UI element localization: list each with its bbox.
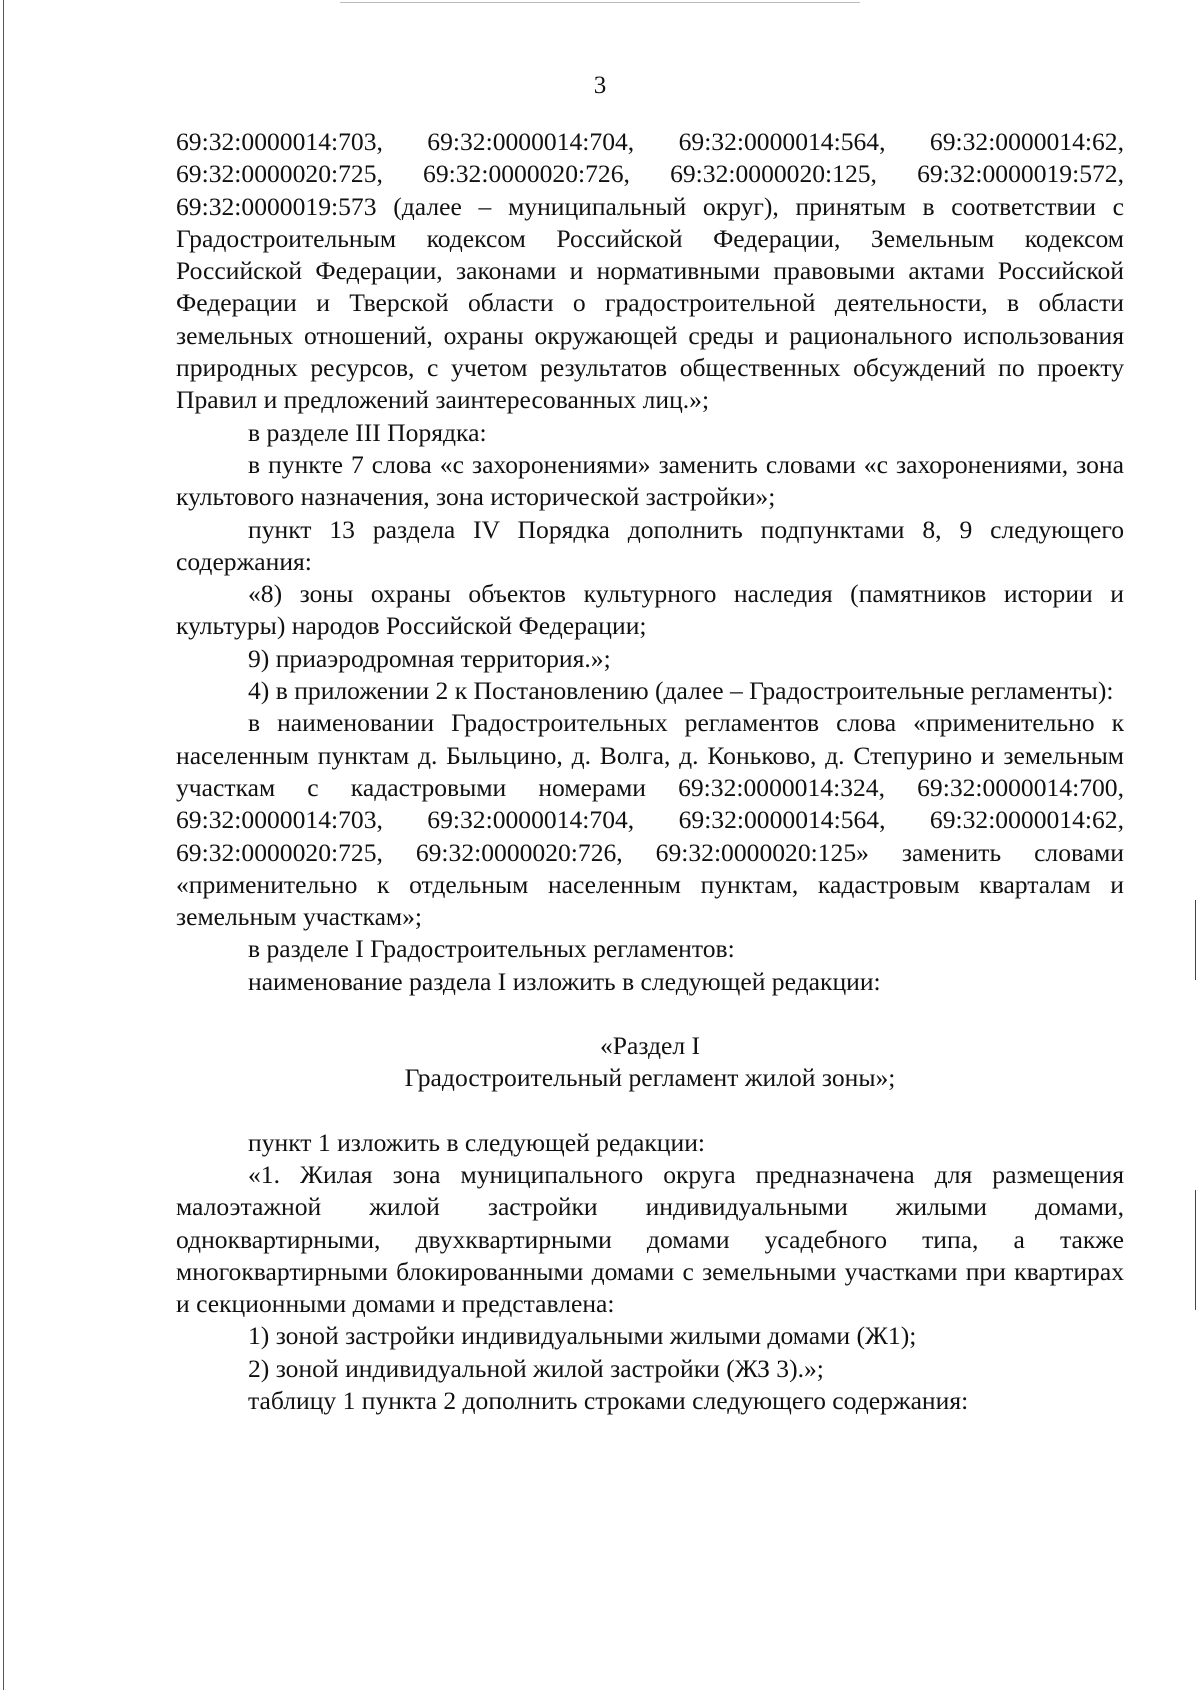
section-heading-line1: «Раздел I: [599, 1031, 701, 1061]
section-heading-line2: Градостроительный регламент жилой зоны»;: [404, 1063, 896, 1093]
paragraph-item-13: пункт 13 раздела IV Порядка дополнить подпунктами 8, 9 следующего содержания:: [176, 514, 1124, 576]
paragraph-table-1: таблицу 1 пункта 2 дополнить строками следующего содержания:: [248, 1385, 969, 1415]
paragraph-zone-zhz3: 2) зоной индивидуальной жилой застройки (ЖЗ 3).»;: [248, 1353, 824, 1383]
page-number: 3: [593, 72, 607, 99]
paragraph-regulations-title: в наименовании Градостроительных регламентов слова «применительно к населенным пунктам д. Быльцино, д. Волга, д. Коньково, д. Степурино и земельным участкам с кадастровыми номерами 69:32:0000014:324, 69:32:0000014:700, 69:32:0000014:703, 69:32:0000014:704, 69:32:0000014:564, 69:32:0000014:62, 69:32:0000020:725, 69:32:0000020:726, 69:32:0000020:125» заменить словами «применительно к отдельным населенным пунктам, кадастровым кварталам и земельным участкам»;: [176, 708, 1124, 932]
paragraph-residential-zone: «1. Жилая зона муниципального округа предназначена для размещения малоэтажной жилой застройки индивидуальными жилыми домами, одноквартирными, двухквартирными домами усадебного типа, а также многоквартирными блокированными домами с земельными участками при квартирах и секционными домами и представлена:: [176, 1159, 1124, 1319]
paragraph-continuation: 69:32:0000014:703, 69:32:0000014:704, 69:32:0000014:564, 69:32:0000014:62, 69:32:0000020:725, 69:32:0000020:726, 69:32:0000020:125, 69:32:0000019:572, 69:32:0000019:573 (далее – муниципальный округ), принятым в соответствии с Градостроительным кодексом Российской Федерации, Земельным кодексом Российской Федерации, законами и нормативными правовыми актами Российской Федерации и Тверской области о градостроительной деятельности, в области земельных отношений, охраны окружающей среды и рационального использования природных ресурсов, с учетом результатов общественных обсуждений по проекту Правил и предложений заинтересованных лиц.»;: [176, 127, 1124, 415]
paragraph-section-i: в разделе I Градостроительных регламентов:: [248, 934, 735, 964]
paragraph-item-7: в пункте 7 слова «с захоронениями» заменить словами «с захоронениями, зона культового назначения, зона исторической застройки»;: [176, 449, 1124, 512]
document-body: [176, 126, 1124, 1417]
paragraph-subitem-8: «8) зоны охраны объектов культурного наследия (памятников истории и культуры) народов Российской Федерации;: [176, 579, 1124, 641]
paragraph-section-i-title: наименование раздела I изложить в следующей редакции:: [248, 966, 881, 996]
paragraph-appendix-2: 4) в приложении 2 к Постановлению (далее – Градостроительные регламенты):: [248, 676, 1114, 706]
scan-edge-right-lower: [1195, 1190, 1196, 1310]
paragraph-subitem-9: 9) приаэродромная территория.»;: [248, 643, 611, 673]
spacer: [176, 998, 1124, 1030]
scan-edge-left: [3, 0, 4, 1690]
scan-edge-top: [340, 2, 860, 3]
paragraph-item-1: пункт 1 изложить в следующей редакции:: [248, 1127, 706, 1157]
paragraph-section-iii: в разделе III Порядка:: [248, 417, 487, 447]
paragraph-zone-zh1: 1) зоной застройки индивидуальными жилыми домами (Ж1);: [248, 1321, 917, 1351]
scan-edge-right: [1195, 900, 1196, 980]
spacer: [176, 1095, 1124, 1127]
